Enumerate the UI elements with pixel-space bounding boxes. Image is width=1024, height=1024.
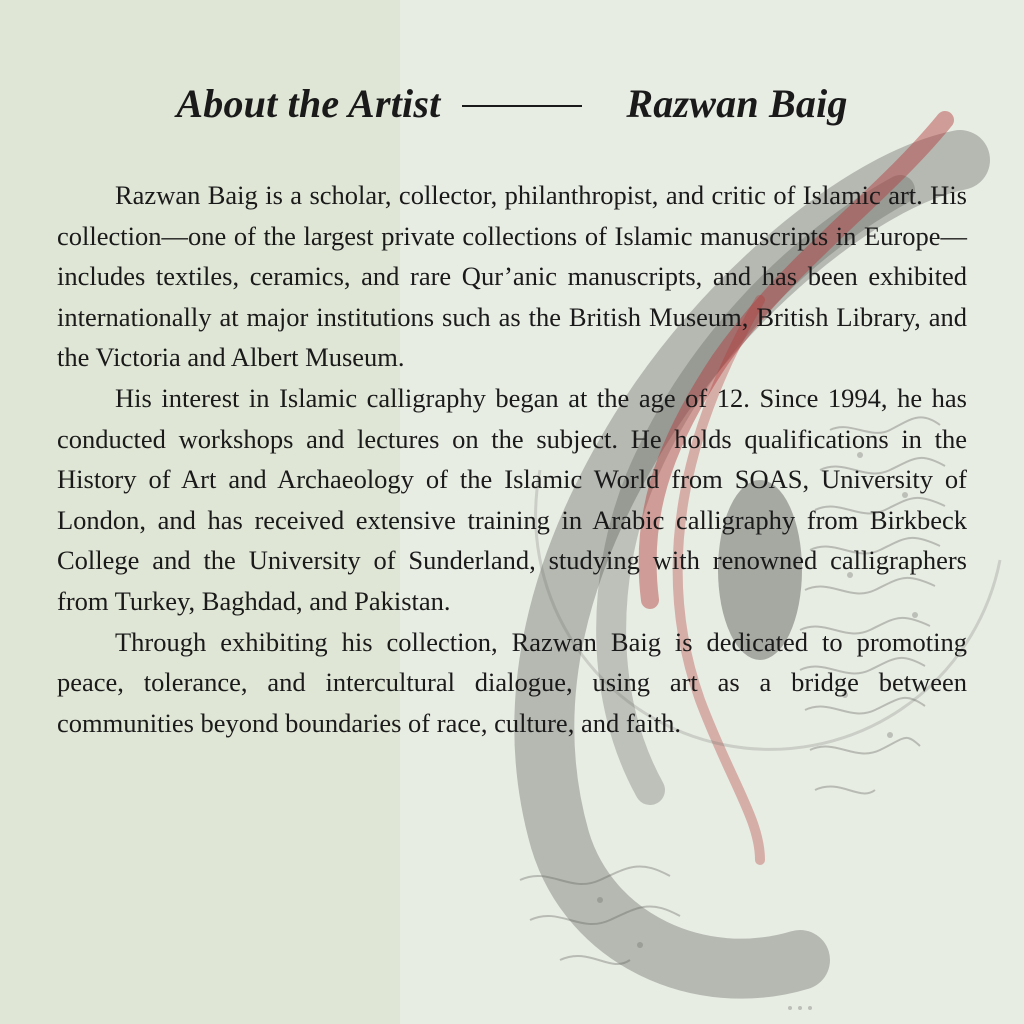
page-heading: [0, 80, 1024, 127]
heading-divider: [462, 105, 582, 107]
biography-paragraph-1: Razwan Baig is a scholar, collector, philanthropist, and critic of Islamic art. His collection—one of the largest private collections of Islamic manuscripts in Europe—includes textiles, ceramics, and rare Qur’anic manuscripts, and has been exhibited internationally at major institutions such as the British Museum, British Library, and the Victoria and Albert Museum.: [57, 180, 967, 373]
biography-paragraph-3: Through exhibiting his collection, Razwan Baig is dedicated to promoting peace, tolerance, and intercultural dialogue, using art as a bridge between communities beyond boundaries of race, culture, and faith.: [57, 626, 967, 738]
biography-text: [57, 175, 967, 743]
heading-artist-name: Razwan Baig: [626, 81, 848, 126]
biography-paragraph-2: His interest in Islamic calligraphy began at the age of 12. Since 1994, he has conducted workshops and lectures on the subject. He holds qualifications in the History of Art and Archaeology of the Islamic World from SOAS, University of London, and has received extensive training in Arabic calligraphy from Birkbeck College and the University of Sunderland, studying with renowned calligraphers from Turkey, Baghdad, and Pakistan.: [57, 382, 967, 616]
heading-about-the-artist: About the Artist: [176, 81, 441, 126]
